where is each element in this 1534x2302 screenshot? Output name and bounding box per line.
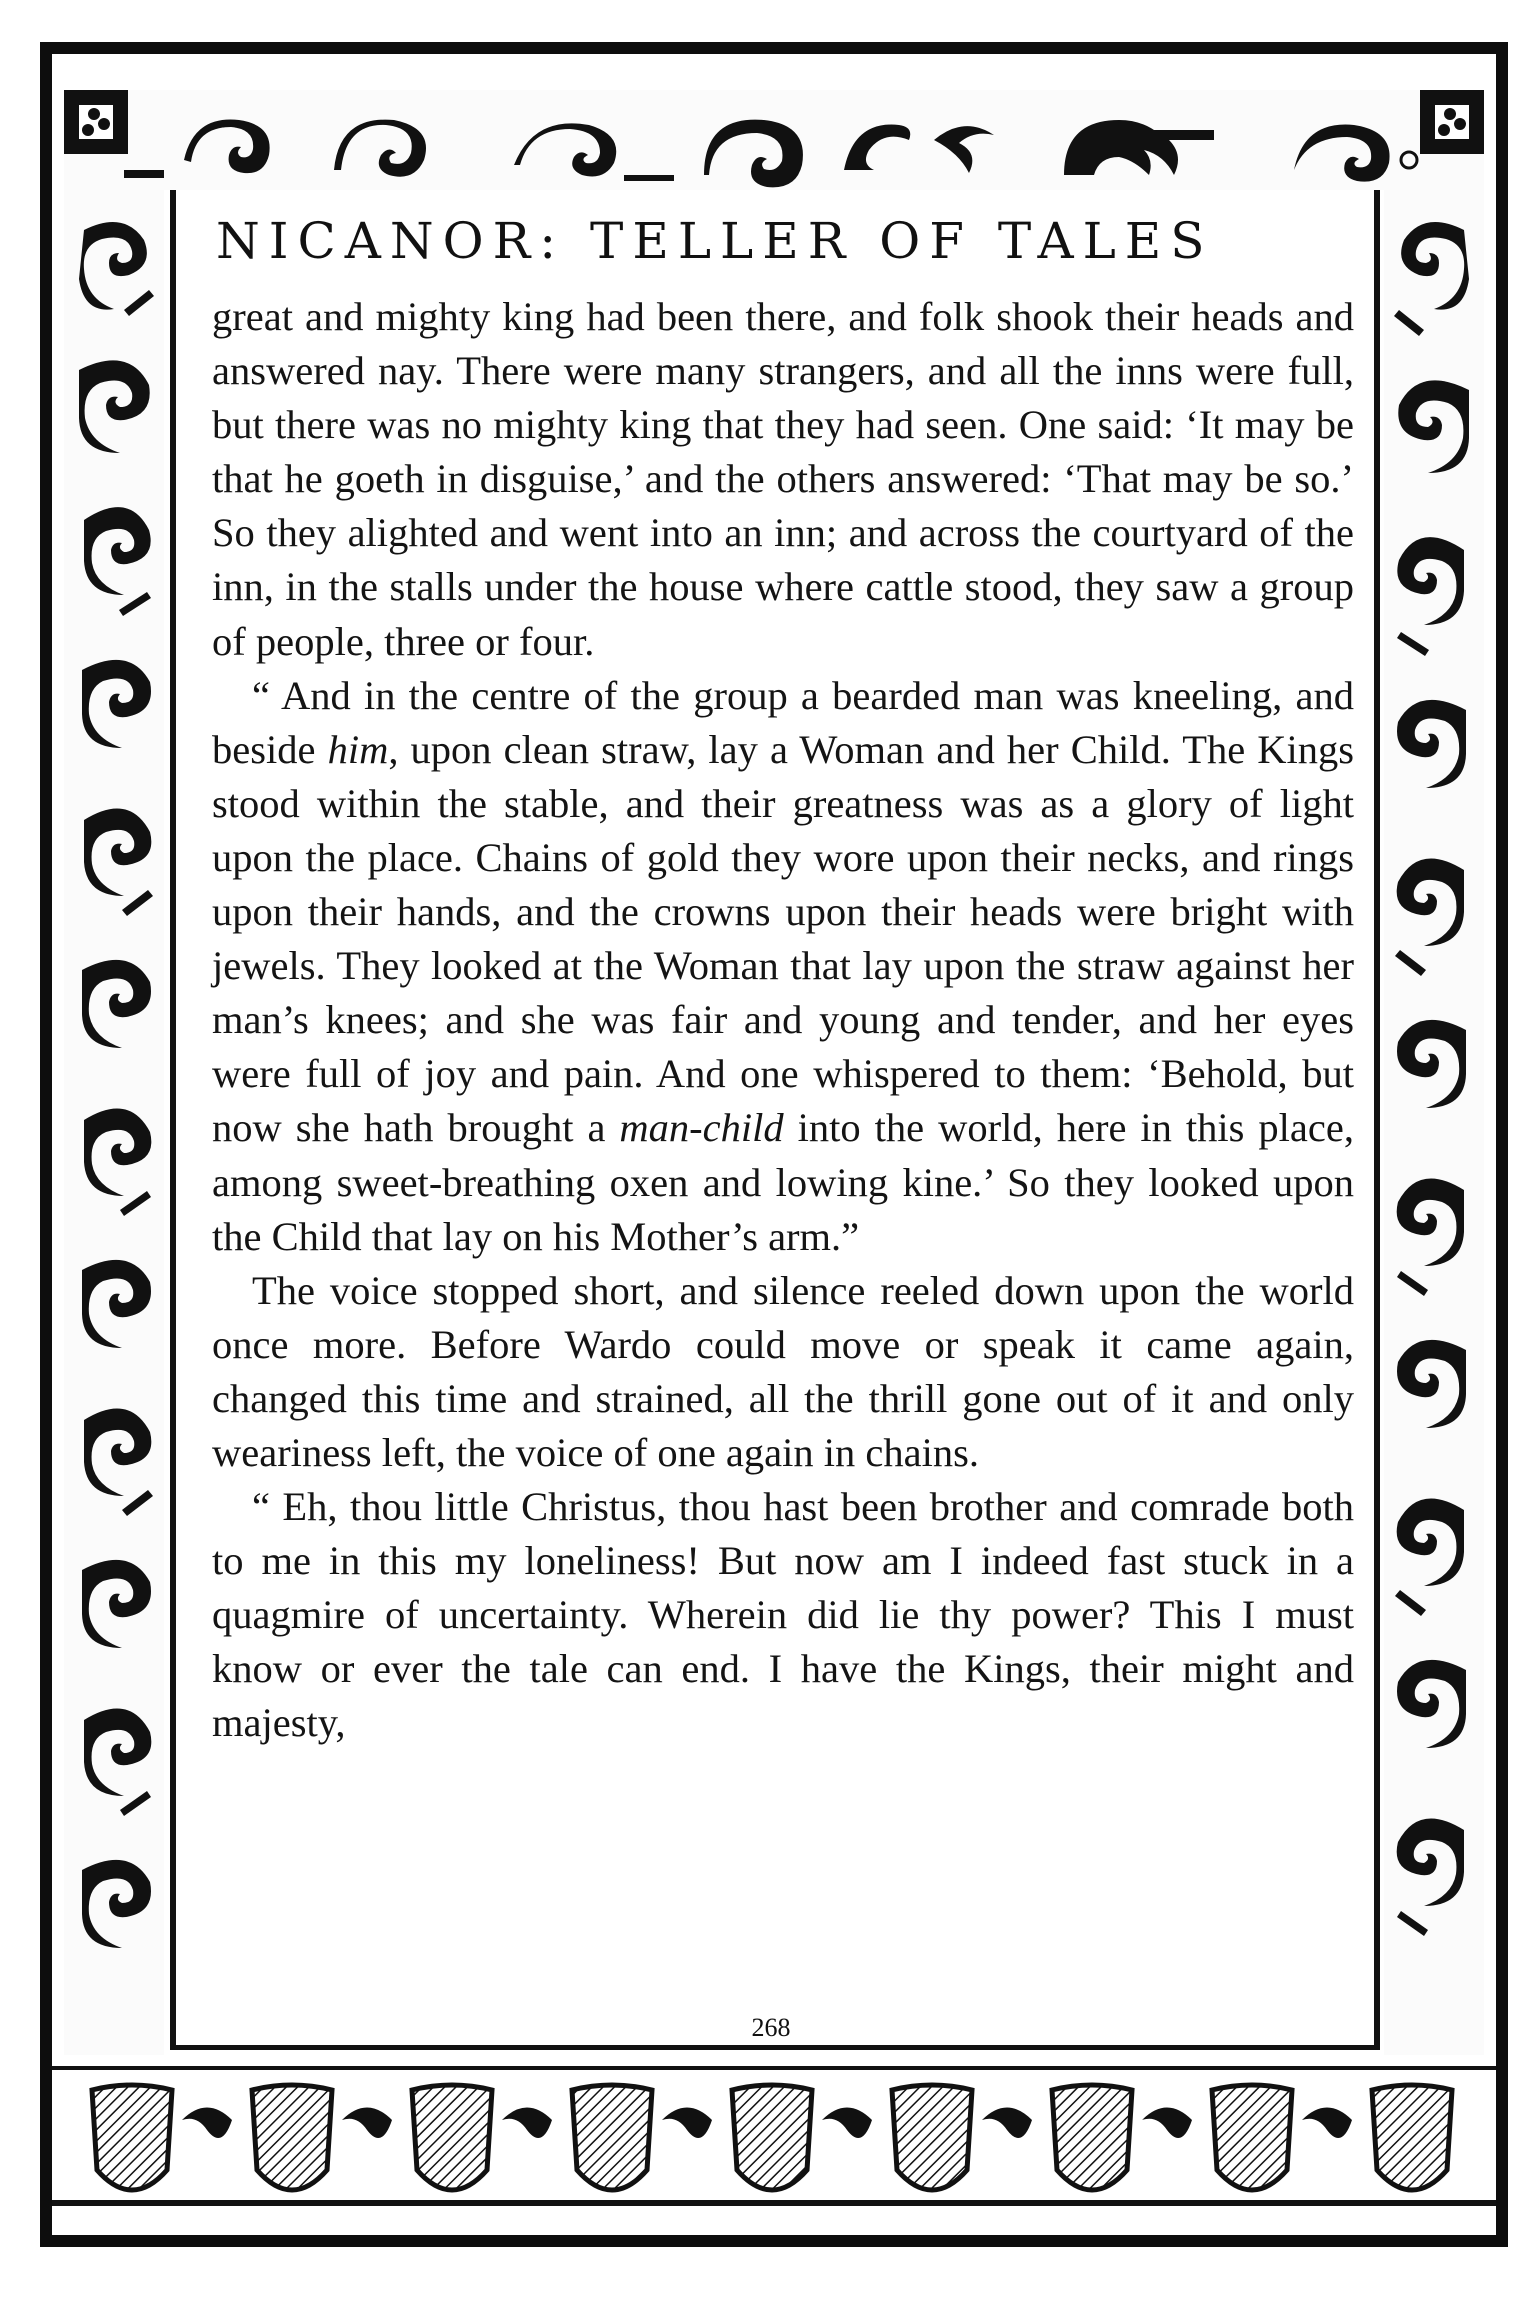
scroll-ornament-top <box>64 90 1484 190</box>
paragraph: “ Eh, thou little Christus, thou hast been brother and comrade both to me in this my loneliness! But now am I indeed fast stuck in a quagmire of uncertainty. Wherein did lie thy power? This I must know or ever the tale can end. I have the Kings, their might and majesty, <box>212 1484 1354 1746</box>
ornament-band-top <box>64 90 1484 190</box>
text-panel <box>170 190 1380 2050</box>
ornament-band-bottom <box>52 2060 1496 2235</box>
paragraph: great and mighty king had been there, and folk shook their heads and answered nay. There were many strangers, and all the inns were full, but there was no mighty king that they had seen. One said: ‘It may be that he goeth in disguise,’ and the others answered: ‘That may be so.’ So they alighted and went into an inn; and across the courtyard of the inn, in the stalls under the house where cattle stood, they saw a group of people, three or four. <box>212 294 1354 664</box>
corner-flower-top-left <box>64 90 128 154</box>
paragraph: The voice stopped short, and silence reeled down upon the world once more. Before Wardo could move or speak it came again, changed this time and strained, all the thrill gone out of it and only weariness left, the voice of one again in chains. <box>212 1267 1354 1475</box>
ornament-band-left <box>64 190 164 2055</box>
paragraph: “ And in the centre of the group a bearded man was kneeling, and beside him, upon clean straw, lay a Woman and her Child. The Kings stood within the stable, and their greatness was as a glory of light upon the place. Chains of gold they wore upon their necks, and rings upon their hands, and the crowns upon their heads were bright with jewels. They looked at the Woman that lay upon the straw against her man’s knees; and she was fair and young and tender, and her eyes were full of joy and pain. And one whispered to them: ‘Behold, but now she hath brought a man-child into the world, here in this place, among sweet-breathing oxen and lowing kine.’ So they looked upon the Child that lay on his Mother’s arm.” <box>212 672 1355 1259</box>
ornament-band-right <box>1384 190 1484 2055</box>
corner-flower-top-right <box>1420 90 1484 154</box>
shield-ornament-bottom <box>52 2060 1496 2235</box>
scroll-ornament-right <box>1384 190 1484 2055</box>
body-text <box>212 290 1354 1751</box>
scroll-ornament-left <box>64 190 164 2055</box>
page-number: 268 <box>751 2013 791 2042</box>
running-title: NICANOR: TELLER OF TALES <box>216 212 1214 270</box>
